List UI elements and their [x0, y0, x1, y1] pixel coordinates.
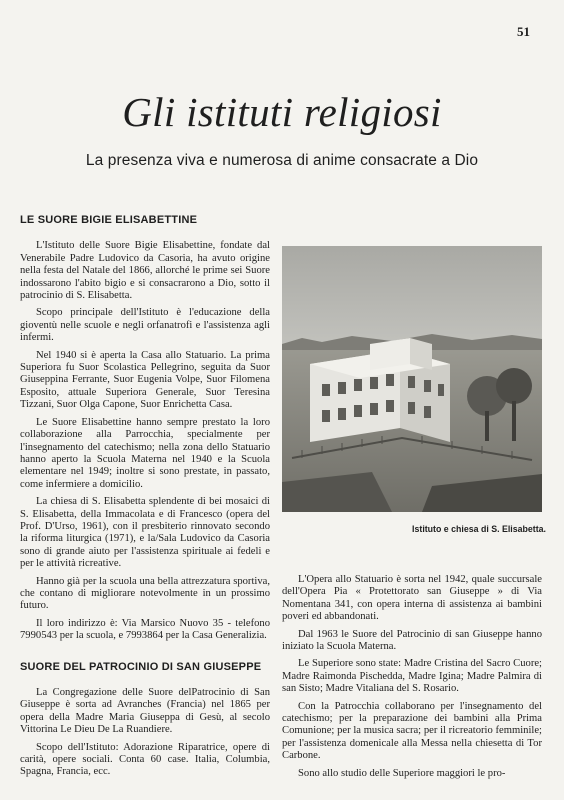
- paragraph: Il loro indirizzo è: Via Marsico Nuovo 35 - telefono 7990543 per la scuola, e 7993864 per la Casa Generalizia.: [20, 617, 270, 642]
- page-subtitle: La presenza viva e numerosa di anime consacrate a Dio: [85, 152, 479, 169]
- paragraph: Sono allo studio delle Superiore maggiori le pro-: [298, 767, 506, 779]
- paragraph: L'Istituto delle Suore Bigie Elisabettine, fondate dal Venerabile Padre Ludovico da Casoria, ha avuto origine nella festa del Natale del 1866, allorché le prime sei Suore indossarono l'abito bigio e si consacrarono a Dio, sotto il patrocinio di S. Elisabetta.: [20, 240, 270, 302]
- paragraph: Nel 1940 si è aperta la Casa allo Statuario. La prima Superiora fu Suor Scolastica Pellegrino, seguita da Suor Giuseppina Ferrante, Suor Eugenia Volpe, Suor Filomena Esposito, attuale Superiora Generale, Suor Teresina Tizzani, Suor Olga Capone, Suor Enrichetta Casa.: [20, 349, 270, 411]
- right-column: [282, 574, 542, 785]
- paragraph: La Congregazione delle Suore delPatrocinio di San Giuseppe è sorta ad Avranches (Francia) nel 1865 per opera della Madre Maria Giuseppa di Gesù, al secolo Vittorina Le Dieu De La Ruandiere.: [20, 687, 270, 736]
- page-title: Gli istituti religiosi: [122, 89, 442, 135]
- section-heading-suore-bigie: LE SUORE BIGIE ELISABETTINE: [20, 214, 198, 226]
- section-heading-patrocinio: SUORE DEL PATROCINIO DI SAN GIUSEPPE: [20, 660, 262, 673]
- paragraph: Dal 1963 le Suore del Patrocinio di san Giuseppe hanno iniziato la Scuola Materna.: [282, 628, 542, 653]
- paragraph: Le Suore Elisabettine hanno sempre prestato la loro collaborazione alla Parrocchia, specialmente per l'insegnamento del catechismo; nella zona dello Statuario hanno aperto la Scuola Materna nel 1940 e la Scuola elementare nel 1949; inoltre si sono prestate, in passato, come infermiere a domicilio.: [20, 416, 270, 490]
- paragraph: Hanno già per la scuola una bella attrezzatura sportiva, che contano di migliorare notevolmente in un prossimo futuro.: [20, 575, 270, 612]
- paragraph: Con la Patrocchia collaborano per l'insegnamento del catechismo; per la preparazione dei bambini alla Prima Comunione; per la musica sacra; per il ricreatorio femminile; per l'assistenza domenicale alla Messa nella chiesetta di Tor Carbone.: [282, 700, 542, 762]
- paragraph: La chiesa di S. Elisabetta splendente di bei mosaici di S. Elisabetta, della Immacolata e di Francesco (opera del Prof. D'Urso, 1961), con il presbiterio rinnovato secondo la riforma liturgica (1971), e la/Sala Ludovico da Casoria sono di grande aiuto per l'assistenza spirituale ai fedeli e per le attività ricreative.: [20, 496, 270, 570]
- page-number: 51: [517, 24, 530, 39]
- paragraph: Le Superiore sono state: Madre Cristina del Sacro Cuore; Madre Raimonda Pischedda, Madre Igina; Madre Palmira di san Sisto; Madre Vitaliana del S. Rosario.: [282, 658, 542, 695]
- paragraph: Scopo principale dell'Istituto è l'educazione della gioventù nelle scuole e negli orfanatrofi e l'assistenza agli infermi.: [20, 307, 270, 344]
- paragraph: Scopo dell'Istituto: Adorazione Riparatrice, opere di carità, opere sociali. Conta 60 case. Italia, Columbia, Spagna, Francia, ecc.: [20, 741, 270, 778]
- building-photo: [282, 246, 542, 512]
- left-column: [20, 214, 270, 784]
- photo-caption: Istituto e chiesa di S. Elisabetta.: [412, 524, 546, 534]
- paragraph: L'Opera allo Statuario è sorta nel 1942, quale succursale dell'Opera Pia « Protettorato san Giuseppe » di Via Nomentana 341, con opera interna di assistenza ai bambini poveri ed abbandonati.: [282, 574, 542, 623]
